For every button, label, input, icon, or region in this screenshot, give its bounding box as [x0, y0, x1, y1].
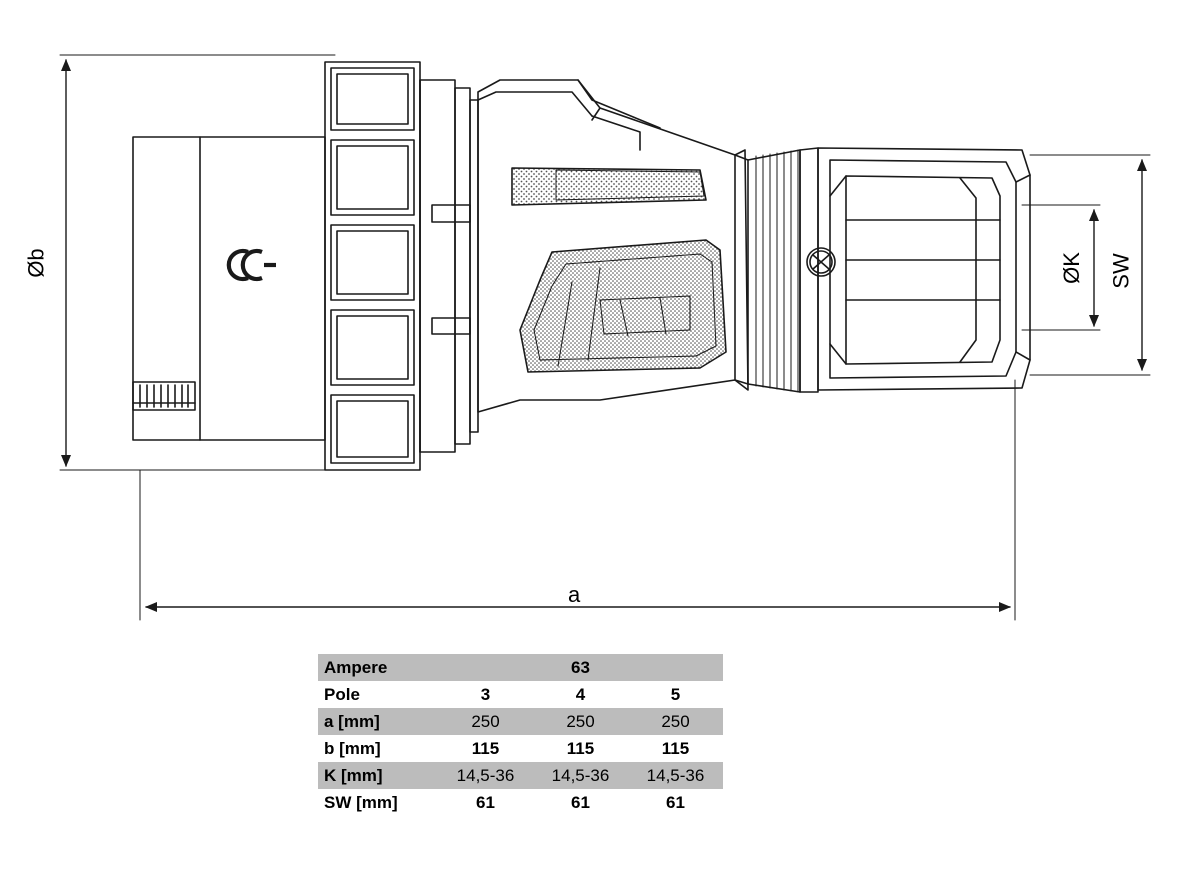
cell-pole-3: 3 — [438, 681, 533, 708]
cell-ampere-value: 63 — [438, 654, 723, 681]
table-row-pole — [318, 681, 723, 708]
dimension-label-diameter-b: Øb — [23, 248, 49, 278]
dimension-label-a: a — [568, 582, 581, 607]
table-row-b — [318, 735, 723, 762]
cell-pole-4: 4 — [533, 681, 628, 708]
cell-k-4: 14,5-36 — [533, 762, 628, 789]
plug-grip-pads — [512, 168, 726, 372]
dimension-label-diameter-k: ØK — [1058, 252, 1084, 284]
row-label-sw: SW [mm] — [318, 789, 438, 816]
table-row-sw — [318, 789, 723, 816]
dimension-label-sw: SW — [1108, 253, 1134, 289]
cell-sw-4: 61 — [533, 789, 628, 816]
cell-a-3: 250 — [438, 708, 533, 735]
cable-gland-neck — [748, 150, 800, 392]
table-row-a — [318, 708, 723, 735]
row-label-ampere: Ampere — [318, 654, 438, 681]
row-label-a: a [mm] — [318, 708, 438, 735]
specification-table — [318, 654, 723, 816]
row-label-k: K [mm] — [318, 762, 438, 789]
row-label-pole: Pole — [318, 681, 438, 708]
plug-rear-body — [133, 137, 325, 440]
table-row-ampere — [318, 654, 723, 681]
cell-sw-3: 61 — [438, 789, 533, 816]
cell-k-3: 14,5-36 — [438, 762, 533, 789]
cell-b-4: 115 — [533, 735, 628, 762]
row-label-b: b [mm] — [318, 735, 438, 762]
cell-a-5: 250 — [628, 708, 723, 735]
table-row-k — [318, 762, 723, 789]
cell-a-4: 250 — [533, 708, 628, 735]
plug-ribbed-collar — [325, 62, 420, 470]
cell-sw-5: 61 — [628, 789, 723, 816]
cell-k-5: 14,5-36 — [628, 762, 723, 789]
cell-b-5: 115 — [628, 735, 723, 762]
plug-mid-housing — [420, 80, 478, 452]
cable-gland-body — [800, 148, 1030, 392]
cell-pole-5: 5 — [628, 681, 723, 708]
ce-mark — [229, 251, 276, 279]
cell-b-3: 115 — [438, 735, 533, 762]
